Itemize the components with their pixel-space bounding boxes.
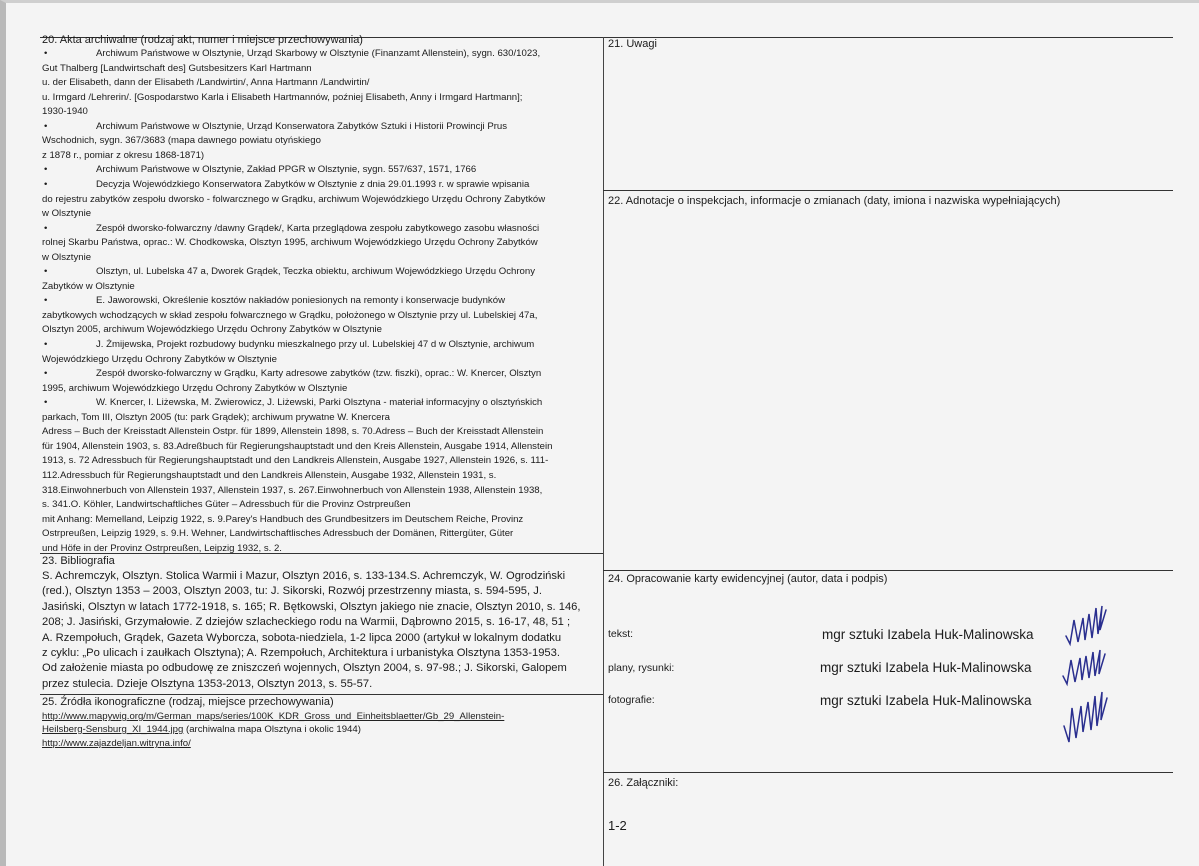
section-20-title: 20. Akta archiwalne (rodzaj akt, numer i miejsce przechowywania) <box>42 34 363 46</box>
archive-line <box>42 485 542 497</box>
archive-line-text: w Olsztynie <box>42 251 92 263</box>
archive-line-text: Archiwum Państwowe w Olsztynie, Urząd Skarbowy w Olsztynie (Finanzamt Allenstein), sygn. 630/1023, <box>96 48 541 59</box>
archive-line-text: Decyzja Wojewódzkiego Konserwatora Zabytków w Olsztynie z dnia 29.01.1993 r. w sprawie wpisania <box>96 178 530 190</box>
section-21-title: 21. Uwagi <box>608 38 657 50</box>
author-fotografie: mgr sztuki Izabela Huk-Malinowska <box>820 693 1032 708</box>
archive-line <box>42 121 507 133</box>
bullet-icon: • <box>44 222 48 234</box>
section-25-title: 25. Źródła ikonograficzne (rodzaj, miejsce przechowywania) <box>42 696 334 708</box>
archive-line <box>42 179 529 191</box>
archive-line-text: Olsztyn 2005, archiwum Wojewódzkiego Urzędu Ochrony Zabytków w Olsztynie <box>42 324 383 336</box>
archive-line <box>42 295 505 307</box>
bibliography-line: (red.), Olsztyn 1353 – 2003, Olsztyn 2003, tu: J. Sikorski, Rozwój przestrzenny miasta, s. 594-595, J. <box>42 585 542 598</box>
section-24-title: 24. Opracowanie karty ewidencyjnej (autor, data i podpis) <box>608 573 888 585</box>
signature-3 <box>1060 686 1115 746</box>
bibliography-line: S. Achremczyk, Olsztyn. Stolica Warmii i Mazur, Olsztyn 2016, s. 133-134.S. Achremczyk, W. Ogrodziński <box>42 570 566 582</box>
archive-line-text: u. Irmgard /Lehrerin/. [Gospodarstwo Karla i Elisabeth Hartmannów, poźniej Elisabeth, Anny i Irmgard Hartmann]; <box>42 91 523 103</box>
iconography-link-note: (archiwalna mapa Olsztyna i okolic 1944) <box>183 724 361 735</box>
archive-line <box>42 324 382 336</box>
archive-line <box>42 426 543 438</box>
archive-line <box>42 150 204 162</box>
archive-line-text: z 1878 r., pomiar z okresu 1868-1871) <box>42 149 205 161</box>
archive-line <box>42 455 548 467</box>
archive-line-text: Wschodnich, sygn. 367/3683 (mapa dawnego powiatu otyńskiego <box>42 135 321 147</box>
bullet-icon: • <box>44 266 48 278</box>
iconography-link-line-2 <box>42 724 361 736</box>
bullet-icon: • <box>44 164 48 176</box>
bullet-icon: • <box>44 368 48 380</box>
archive-line-text: W. Knercer, I. Liżewska, M. Zwierowicz, J. Liżewski, Parki Olsztyna - materiał informacyjny o olsztyńskich <box>96 397 543 409</box>
archive-line <box>42 252 91 264</box>
archive-line <box>42 106 88 118</box>
archive-line <box>42 528 513 540</box>
archive-line <box>42 470 496 482</box>
rule-right-22 <box>603 190 1173 191</box>
archive-line <box>42 135 321 147</box>
iconography-link-1-cont[interactable]: Heilsberg-Sensburg_XI_1944.jpg <box>42 724 184 735</box>
archive-line-text: 1913, s. 72 Adressbuch für Regierungshauptstadt und den Landkreis Allenstein, Ausgabe 1927, Allenstein 1926, s. 111- <box>42 455 549 467</box>
archive-line <box>42 208 91 220</box>
bullet-icon: • <box>44 48 48 59</box>
bibliography-line: z cyklu: „Po ulicach i zaułkach Olsztyna); A. Rzempołuch, Architektura i urbanistyka Olsztyna 1353-1953. <box>42 647 560 659</box>
archive-line-text: Archiwum Państwowe w Olsztynie, Urząd Konserwatora Zabytków Sztuki i Historii Prowincji Prus <box>96 120 508 132</box>
archive-line-text: Gut Thalberg [Landwirtschaft des] Gutsbesitzers Karl Hartmann <box>42 62 312 74</box>
archive-line <box>42 397 542 409</box>
bibliography-line: A. Rzempołuch, Grądek, Gazeta Wyborcza, sobota-niedziela, 1-2 lipca 2000 (artykuł w lokalnym dodatku <box>42 631 562 644</box>
archive-line <box>42 63 312 75</box>
bibliography-line: Od założenie miasta po odbudowę ze zniszczeń wojennych, Olsztyn 2004, s. 97-98.; J. Sikorski, Galopem <box>42 662 567 675</box>
archive-line-text: 318.Einwohnerbuch von Allenstein 1937, Allenstein 1937, s. 267.Einwohnerbuch von Allenstein 1938, Allenstein 1938, <box>42 484 543 496</box>
signature-2 <box>1060 646 1115 688</box>
archive-line <box>42 310 537 322</box>
iconography-link-1[interactable]: http://www.mapywig.org/m/German_maps/series/100K_KDR_Gross_und_Einheitsblaetter/Gb_29_Allenstein- <box>42 711 505 722</box>
author-plany: mgr sztuki Izabela Huk-Malinowska <box>820 660 1032 675</box>
rule-right-24 <box>603 570 1173 571</box>
iconography-link-2[interactable]: http://www.zajazdeljan.witryna.info/ <box>42 738 191 749</box>
archive-line <box>42 48 540 60</box>
archive-line-text: Ostrpreußen, Leipzig 1929, s. 9.H. Wehner, Landwirtschaftlisches Adressbuch der Domänen, Rittergüter, Güter <box>42 528 514 540</box>
archive-line-text: Zespół dworsko-folwarczny /dawny Grądek/, Karta przeglądowa zespołu zabytkowego zasobu własności <box>96 222 540 234</box>
archive-line <box>42 368 541 380</box>
archive-line-text: zabytkowych wchodzących w skład zespołu folwarcznego w Grądku, położonego w Olsztynie przy ul. Lubelskiej 47a, <box>42 309 538 321</box>
bullet-icon: • <box>44 120 48 132</box>
bibliography-line: 208; J. Jasiński, Grzymałowie. Z dziejów szlacheckiego rodu na Warmii, Dąbrowno 2015, s. 16-17, 48, 51 ; <box>42 616 571 629</box>
archive-line-text: 1995, archiwum Wojewódzkiego Urzędu Ochrony Zabytków w Olsztynie <box>42 382 348 394</box>
iconography-link-line <box>42 711 504 723</box>
bibliography-line: przez stulecia. Dzieje Olsztyna 1353-2013, Olsztyn 2013, s. 55-57. <box>42 677 373 690</box>
bibliography-line: Jasiński, Olsztyn w latach 1772-1918, s. 165; R. Bętkowski, Olsztyn jakiego nie znacie, Olsztyn 2010, s. 146, <box>42 600 581 613</box>
archive-line-text: E. Jaworowski, Określenie kosztów nakładów poniesionych na remonty i konserwacje budynków <box>96 295 505 307</box>
label-plany: plany, rysunki: <box>608 662 675 674</box>
bullet-icon: • <box>44 295 48 307</box>
archive-line-text: w Olsztynie <box>42 208 92 220</box>
author-tekst: mgr sztuki Izabela Huk-Malinowska <box>822 627 1034 642</box>
archive-line-text: für 1904, Allenstein 1903, s. 83.Adreßbuch für Regierungshauptstadt und den Kreis Allenstein, Ausgabe 1914, Allenstein <box>42 440 553 452</box>
archive-line <box>42 441 552 453</box>
archive-line <box>42 499 410 511</box>
archive-line <box>42 77 369 89</box>
bullet-icon: • <box>44 397 48 409</box>
archive-line <box>42 266 535 278</box>
label-tekst: tekst: <box>608 628 634 640</box>
rule-right-26 <box>603 772 1173 773</box>
archive-line <box>42 164 476 176</box>
archive-line-text: J. Żmijewska, Projekt rozbudowy budynku mieszkalnego przy ul. Lubelskiej 47 d w Olsztynie, archiwum <box>96 339 535 350</box>
archive-line <box>42 383 347 395</box>
archive-line <box>42 194 545 206</box>
archive-line <box>42 237 538 249</box>
archive-line-text: 1930-1940 <box>42 106 88 118</box>
archive-line-text: Olsztyn, ul. Lubelska 47 a, Dworek Grądek, Teczka obiektu, archiwum Wojewódzkiego Urzędu Ochrony <box>96 266 536 278</box>
bullet-icon: • <box>44 178 48 190</box>
archive-line <box>42 223 539 235</box>
archive-line-text: Adress – Buch der Kreisstadt Allenstein Ostpr. für 1899, Allenstein 1898, s. 70.Adress – Buch der Kreisstadt Allenstein <box>42 426 544 438</box>
archive-line <box>42 543 282 555</box>
signature-1 <box>1062 602 1117 650</box>
middle-divider <box>603 37 604 866</box>
archive-line <box>42 514 523 526</box>
archive-line-text: Zabytków w Olsztynie <box>42 280 135 292</box>
archive-line-text: Zespół dworsko-folwarczny w Grądku, Karty adresowe zabytków (tzw. fiszki), oprac.: W. Knercer, Olsztyn <box>96 368 542 380</box>
archive-line-text: parkach, Tom III, Olsztyn 2005 (tu: park Grądek); archiwum prywatne W. Knercera <box>42 411 390 423</box>
bullet-icon: • <box>44 339 48 350</box>
archive-line-text: u. der Elisabeth, dann der Elisabeth /Landwirtin/, Anna Hartmann /Landwirtin/ <box>42 77 370 89</box>
archive-line <box>42 92 522 104</box>
archive-line <box>42 354 277 366</box>
section-26-title: 26. Załączniki: <box>608 777 679 789</box>
archive-line <box>42 339 534 351</box>
archive-line-text: und Höfe in der Provinz Ostrpreußen, Leipzig 1932, s. 2. <box>42 542 282 554</box>
archive-line-text: s. 341.O. Köhler, Landwirtschaftliches Güter – Adressbuch für die Provinz Ostrpreußen <box>42 499 411 511</box>
attachments-value: 1-2 <box>608 818 627 833</box>
archive-line-text: Archiwum Państwowe w Olsztynie, Zakład PPGR w Olsztynie, sygn. 557/637, 1571, 1766 <box>96 164 477 176</box>
archive-line-text: 112.Adressbuch für Regierungshauptstadt und den Landkreis Allenstein, Ausgabe 1932, Allenstein 1931, s. <box>42 469 497 481</box>
archive-line <box>42 412 390 424</box>
archive-line-text: rolnej Skarbu Państwa, oprac.: W. Chodkowska, Olsztyn 1995, archiwum Wojewódzkiego Urzędu Ochrony Zabytków <box>42 237 538 249</box>
iconography-link-line-3 <box>42 738 191 750</box>
section-22-title: 22. Adnotacje o inspekcjach, informacje o zmianach (daty, imiona i nazwiska wypełniających) <box>608 195 1061 207</box>
archive-line-text: do rejestru zabytków zespołu dworsko - folwarcznego w Grądku, archiwum Wojewódzkiego Urzędu Ochrony Zabytków <box>42 193 546 205</box>
archive-line <box>42 281 135 293</box>
archive-line-text: mit Anhang: Memelland, Leipzig 1922, s. 9.Parey's Handbuch des Grundbesitzers im Deutschem Reiche, Provinz <box>42 513 524 525</box>
rule-left-25 <box>40 694 603 695</box>
label-fotografie: fotografie: <box>608 694 655 706</box>
archive-line-text: Wojewódzkiego Urzędu Ochrony Zabytków w Olsztynie <box>42 353 277 365</box>
section-23-title: 23. Bibliografia <box>42 555 115 567</box>
